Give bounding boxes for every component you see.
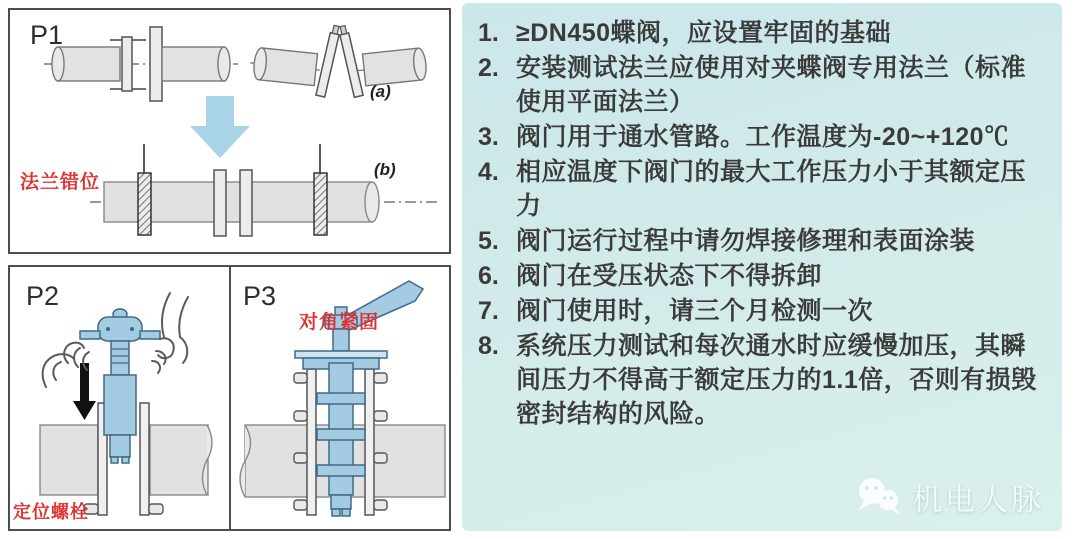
p1-sublabel-a: (a) xyxy=(370,82,391,101)
note-item-8 xyxy=(478,329,1050,431)
note-number: 1. xyxy=(478,19,499,47)
note-text: 相应温度下阀门的最大工作压力小于其额定压力 xyxy=(516,158,1027,220)
note-number: 3. xyxy=(478,123,499,151)
note-text: 阀门在受压状态下不得拆卸 xyxy=(516,262,823,290)
insert-arrow-icon xyxy=(73,363,96,420)
p1-sublabel-b: (b) xyxy=(374,160,396,179)
note-number: 8. xyxy=(478,332,499,360)
note-text: 系统压力测试和每次通水时应缓慢加压，其瞬间压力不得高于额定压力的1.1倍，否则有损毁密封结构的风险。 xyxy=(516,332,1037,428)
p2-caption: 定位螺栓 xyxy=(13,502,89,522)
note-text: 阀门使用时，请三个月检测一次 xyxy=(516,297,874,325)
wechat-icon xyxy=(855,476,903,518)
note-item-4 xyxy=(478,155,1050,223)
p1-diagram xyxy=(10,10,449,252)
panel-p2 xyxy=(8,265,231,531)
note-item-5 xyxy=(478,224,1050,258)
note-number: 2. xyxy=(478,54,499,82)
down-arrow-icon xyxy=(190,96,250,158)
note-number: 5. xyxy=(478,227,499,255)
watermark xyxy=(855,475,1044,519)
note-number: 7. xyxy=(478,297,499,325)
note-item-1 xyxy=(478,16,1050,50)
note-item-7 xyxy=(478,294,1050,328)
watermark-text: 机电人脉 xyxy=(912,484,1044,517)
note-item-3 xyxy=(478,120,1050,154)
panel-p3 xyxy=(229,265,451,531)
note-item-2 xyxy=(478,51,1050,119)
p1-caption: 法兰错位 xyxy=(20,172,101,193)
note-item-6 xyxy=(478,259,1050,293)
note-text: ≥DN450蝶阀，应设置牢固的基础 xyxy=(516,19,892,47)
note-text: 安装测试法兰应使用对夹蝶阀专用法兰（标准使用平面法兰） xyxy=(516,54,1027,116)
panel-p1 xyxy=(8,8,451,254)
note-number: 4. xyxy=(478,158,499,186)
note-number: 6. xyxy=(478,262,499,290)
p3-caption: 对角紧固 xyxy=(299,312,380,333)
note-text: 阀门用于通水管路。工作温度为-20~+120℃ xyxy=(516,123,1010,151)
p3-label: P3 xyxy=(243,281,277,311)
notes-panel xyxy=(462,3,1062,531)
p1-label: P1 xyxy=(30,20,64,50)
note-text: 阀门运行过程中请勿焊接修理和表面涂装 xyxy=(516,227,976,255)
p2-label: P2 xyxy=(26,281,60,311)
